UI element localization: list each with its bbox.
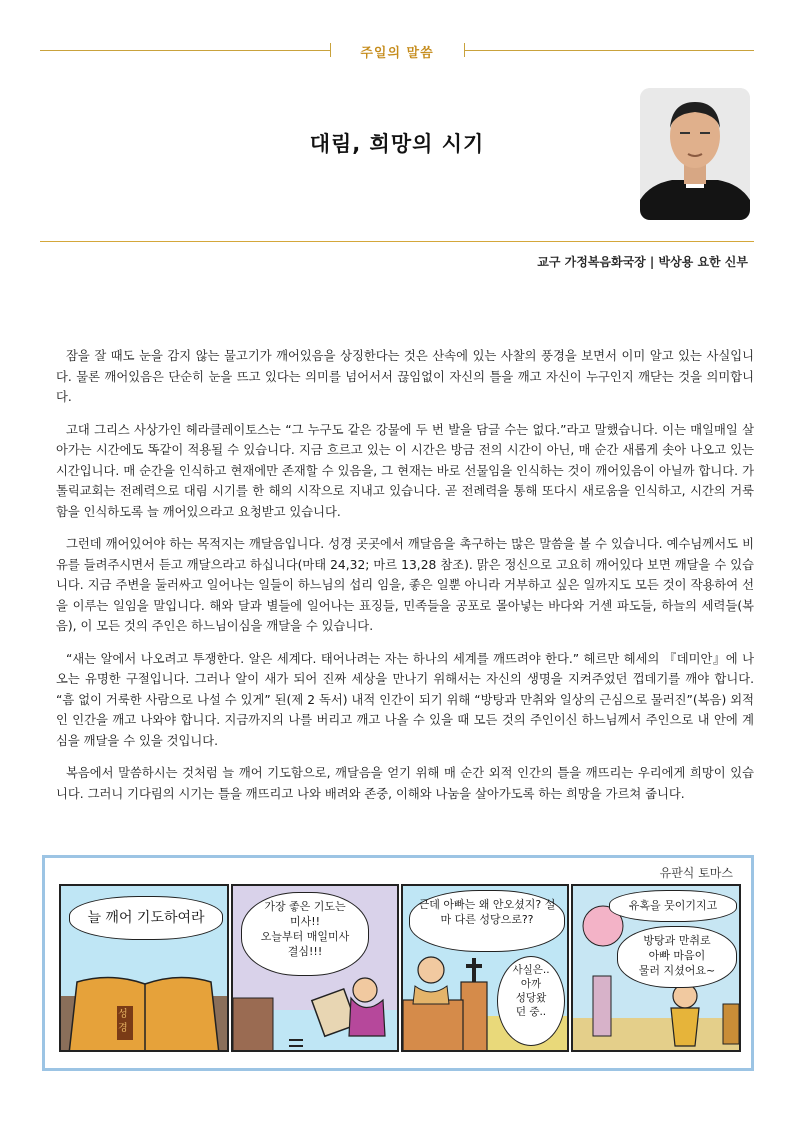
header-rule-left [40,50,330,51]
comic-bubble: 근데 아빠는 왜 안오셨지? 설마 다른 성당으로?? [409,890,565,952]
comic-panel-2 [231,884,399,1052]
paragraph: 고대 그리스 사상가인 헤라클레이토스는 “그 누구도 같은 강물에 두 번 발을 담글 수는 없다.”라고 말했습니다. 이는 매일매일 살아가는 시간에도 똑같이 적용될 수 있습니다. 지금 흐르고 있는 이 시간은 방금 전의 시간이 아닌, 매 순간 새롭게 솟아 나오고 있는 시간입니다. 매 순간을 인식하고 현재에만 존재할 수 있음을, 그 현재는 바로 선물임을 인식하는 것이 깨어있음이 아닐까 합니다. 가톨릭교회는 전례력으로 대림 시기를 한 해의 시작으로 지내고 있습니다. 곧 전례력을 통해 또다시 새로움을 인식하고, 시간의 거룩함을 인식하도록 늘 깨어있으라고 요청받고 있습니다. [56,422,754,519]
bible-book-label: 성경 [118,1009,128,1034]
author-portrait [640,88,750,220]
comic-bubble: 사실은.. 아까 성당왔 던 중.. [497,956,565,1046]
paragraph: 그런데 깨어있어야 하는 목적지는 깨달음입니다. 성경 곳곳에서 깨달음을 촉구하는 많은 말씀을 볼 수 있습니다. 예수님께서도 비유를 들려주시면서 듣고 깨달으라고 하십니다(마태 24,32; 마르 13,28 참조). 맑은 정신으로 고요히 깨어있다 보면 깨달을 수 있습니다. 지금 주변을 둘러싸고 일어나는 일들이 하느님의 섭리 임을, 좋은 일뿐 아니라 거부하고 싶은 일까지도 모든 것이 작용하여 선을 이루는 일임을 말입니다. 해와 달과 별들에 일어나는 표징들, 민족들을 공포로 몰아넣는 바다와 거센 파도들, 하늘의 세력들(복음), 이 모든 것의 주인은 하느님이심을 깨달을 수 있습니다. [56,537,754,633]
article-body [56,346,754,816]
comic-panel-4 [571,884,741,1052]
title-divider [40,241,754,242]
paragraph: 복음에서 말씀하시는 것처럼 늘 깨어 기도함으로, 깨달음을 얻기 위해 매 순간 외적 인간의 틀을 깨뜨리는 우리에게 희망이 있습니다. 그러니 기다림의 시기는 틀을 깨뜨리고 나와 배려와 존중, 이해와 나눔을 살아가도록 하는 희망을 가르쳐 줍니다. [56,766,754,801]
paragraph: 잠을 잘 때도 눈을 감지 않는 물고기가 깨어있음을 상징한다는 것은 산속에 있는 사찰의 풍경을 보면서 이미 알고 있는 사실입니다. 물론 깨어있음은 단순히 눈을 뜨고 있다는 의미를 넘어서서 끊임없이 자신의 틀을 깨고 자신이 누구인지 깨닫는 것을 의미합니다. [56,349,754,404]
comic-bubble: 늘 깨어 기도하여라 [69,896,223,940]
comic-strip [42,855,754,1071]
author-byline: 교구 가정복음화국장 | 박상용 요한 신부 [537,255,748,269]
comic-credit: 유판식 토마스 [659,866,733,880]
comic-panel-1 [59,884,229,1052]
comic-bubble: 가장 좋은 기도는 미사!! 오늘부터 매일미사 결심!!! [241,892,369,976]
comic-panel-3 [401,884,569,1052]
paragraph: “새는 알에서 나오려고 투쟁한다. 알은 세계다. 태어나려는 자는 하나의 세계를 깨뜨려야 한다.” 헤르만 헤세의 『데미안』에 나오는 유명한 구절입니다. 그러나 알이 새가 되어 진짜 세상을 만나기 위해서는 자신의 생명을 지켜주었던 껍데기를 깨야 합니다. “흠 없이 거룩한 사람으로 나설 수 있게” 된(제 2 독서) 내적 인간이 되기 위해 “방탕과 만취와 일상의 근심으로 물러진”(복음) 외적인 인간을 깨고 나와야 합니다. 지금까지의 나를 버리고 깨고 나올 수 있을 때 모든 것의 주인이신 하느님께서 주인으로 내 안에 계심을 깨달을 수 있을 것입니다. [56,651,754,748]
comic-bubble: 방탕과 만취로 아빠 마음이 물러 지셨어요~ [617,926,737,988]
section-label: 주일의 말씀 [360,46,434,61]
header-rule-right [464,50,754,51]
comic-bubble: 유혹을 뭇이기지고 [609,890,737,922]
article-title: 대림, 희망의 시기 [309,132,485,156]
